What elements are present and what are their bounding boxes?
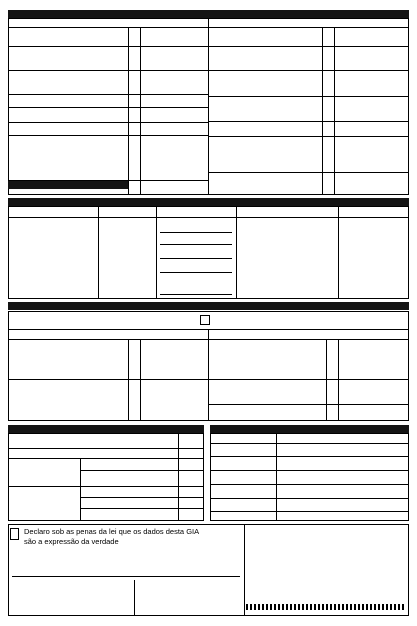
section-2-col-1	[98, 206, 99, 299]
section-5-rule-3	[210, 484, 409, 485]
section-5-rule-4	[210, 498, 409, 499]
declaration-checkbox[interactable]	[10, 528, 19, 540]
section-3-cred-rule-2	[208, 404, 409, 405]
section-4-group-col	[80, 458, 81, 521]
section-5-box	[210, 433, 409, 521]
section-2-col-3	[236, 206, 237, 299]
credito-rule-5	[208, 136, 409, 137]
section-3-deb-code-left	[128, 339, 129, 421]
debito-rule-4	[8, 107, 208, 108]
creditos-code-col-left	[322, 27, 323, 195]
section-2-fill-3	[160, 258, 232, 259]
section-1-title-bar	[8, 10, 409, 18]
section-5-title-bar	[210, 425, 409, 433]
section-4-header-rule	[8, 448, 204, 449]
declaration-line-2: são a expressão da verdade	[24, 537, 119, 546]
debitos-subtotal-bar	[8, 181, 128, 189]
debito-rule-1	[8, 46, 208, 47]
debitos-code-col-right	[140, 27, 141, 195]
section-6-divider	[244, 524, 245, 616]
stamp-hatch-rule	[246, 604, 404, 610]
section-2-fill-2	[160, 244, 232, 245]
section-3-cred-rule	[208, 379, 409, 380]
declaration-line-1: Declaro sob as penas da lei que os dados desta GIA	[24, 527, 200, 536]
credito-rule-3	[208, 96, 409, 97]
debitos-code-col-left	[128, 27, 129, 195]
section-5-rule-2	[210, 470, 409, 471]
debito-rule-3	[8, 94, 208, 95]
section-5-header-rule	[210, 443, 409, 444]
creditos-code-col-right	[334, 27, 335, 195]
section-3-deb-code-right	[140, 339, 141, 421]
credito-rule-4	[208, 121, 409, 122]
section-2-header-rule	[8, 217, 409, 218]
section-3-title-bar	[8, 302, 409, 310]
section-4-rule-3	[8, 486, 204, 487]
section-3-divider	[208, 329, 209, 421]
section-4-rule-4	[80, 497, 204, 498]
section-3-cred-code-right	[338, 339, 339, 421]
credito-rule-1	[208, 46, 409, 47]
section-2-fill-5	[160, 294, 232, 295]
debito-rule-6	[8, 135, 208, 136]
section-2-fill-1	[160, 232, 232, 233]
section-2-fill-4	[160, 272, 232, 273]
section-4-rule-2	[80, 470, 204, 471]
section-3-header-rule	[8, 339, 409, 340]
section-4-title-bar	[8, 425, 204, 433]
credito-rule-2	[208, 70, 409, 71]
section-6-sig-divider	[134, 580, 135, 616]
section-2-col-2	[156, 206, 157, 299]
section-4-rule-5	[80, 508, 204, 509]
section-5-col	[276, 433, 277, 521]
debito-rule-2	[8, 70, 208, 71]
section-3-cred-code-left	[326, 339, 327, 421]
section-2-title-bar	[8, 198, 409, 206]
section-3-field-box[interactable]	[200, 315, 210, 325]
section-4-rule-1	[8, 458, 204, 459]
signature-rule	[12, 576, 240, 577]
section-2-col-4	[338, 206, 339, 299]
section-2-box	[8, 206, 409, 299]
section-5-rule-5	[210, 511, 409, 512]
section-3-deb-rule	[8, 379, 208, 380]
debito-rule-5	[8, 122, 208, 123]
credito-rule-6	[208, 172, 409, 173]
section-1-header-rule	[8, 27, 409, 28]
section-5-rule-1	[210, 456, 409, 457]
section-1-divider	[208, 18, 209, 195]
